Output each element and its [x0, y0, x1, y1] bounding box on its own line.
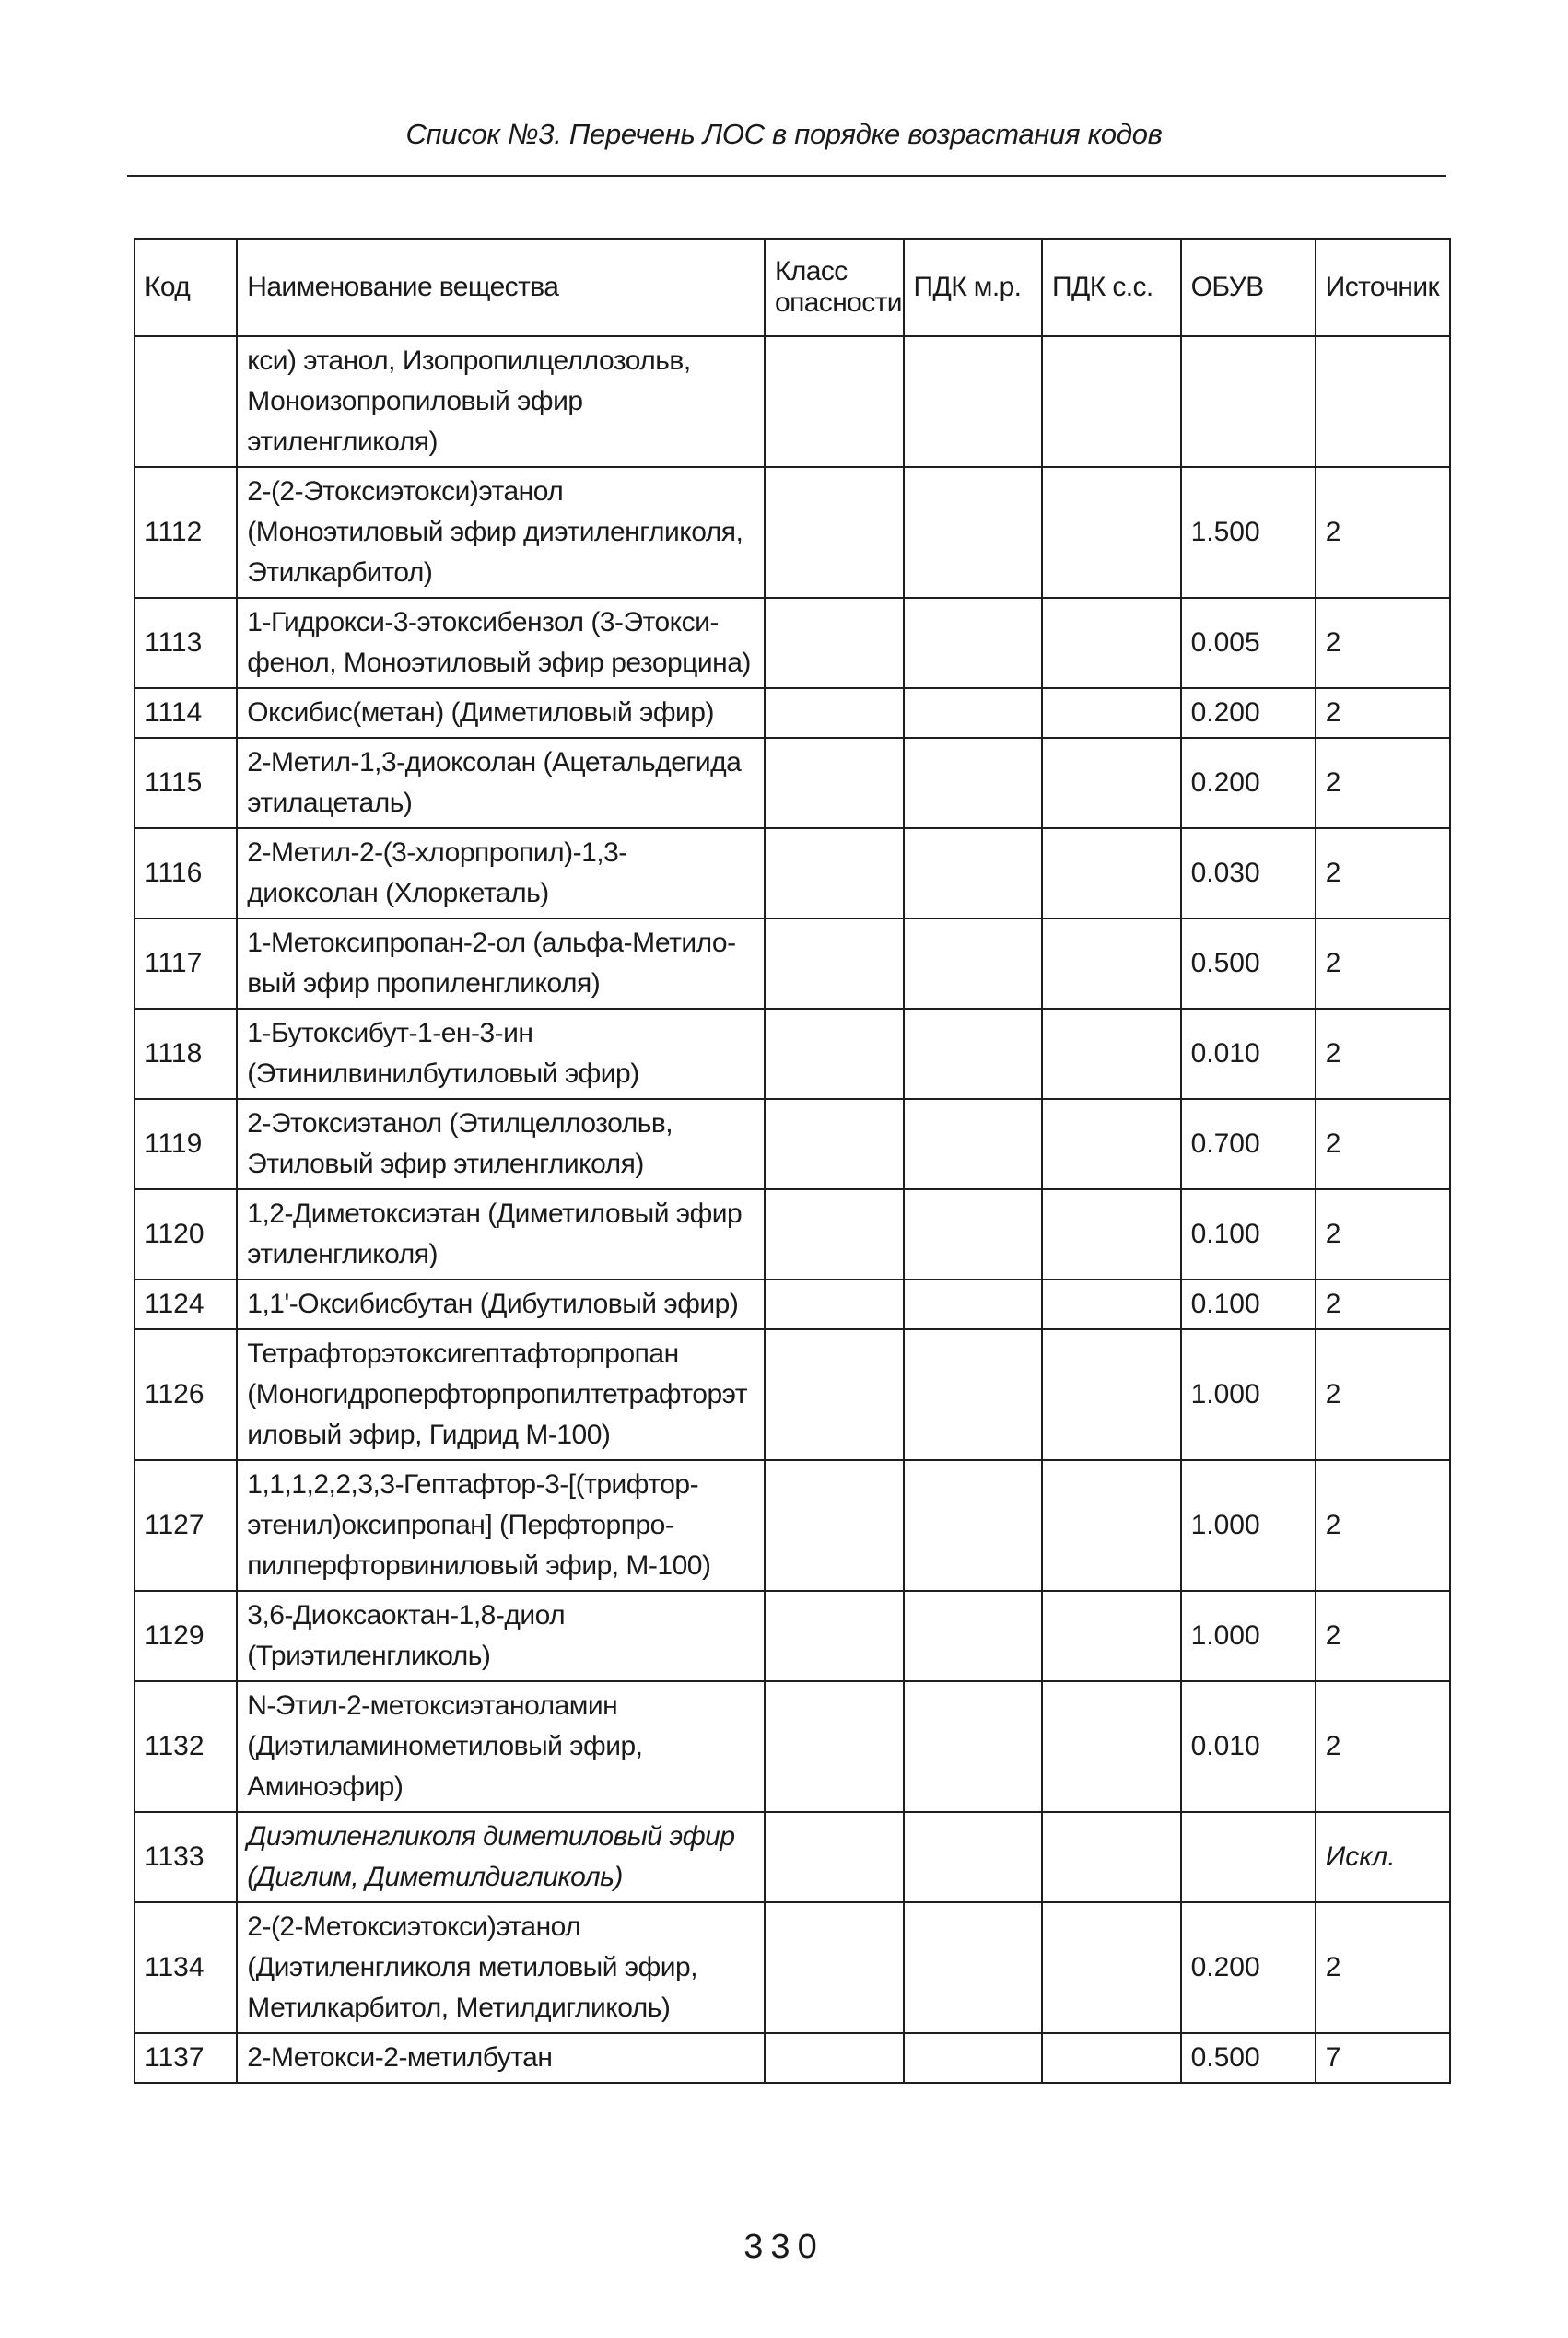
table-body — [135, 336, 1450, 2083]
cell-code: 1114 — [135, 688, 237, 738]
cell-pdk-ss — [1042, 336, 1181, 467]
cell-code: 1127 — [135, 1460, 237, 1591]
table-row — [135, 1812, 1450, 1902]
cell-hazard-class — [765, 598, 904, 688]
cell-obuv: 0.005 — [1181, 598, 1316, 688]
cell-pdk-ss — [1042, 2033, 1181, 2083]
cell-hazard-class — [765, 1902, 904, 2033]
table-row — [135, 1009, 1450, 1099]
table-row — [135, 1280, 1450, 1329]
cell-hazard-class — [765, 1099, 904, 1189]
col-header-obuv: ОБУВ — [1181, 239, 1316, 336]
cell-code: 1116 — [135, 828, 237, 918]
cell-obuv: 0.700 — [1181, 1099, 1316, 1189]
cell-hazard-class — [765, 1591, 904, 1681]
header-row — [135, 239, 1450, 336]
voc-table — [134, 238, 1451, 2084]
cell-source — [1316, 336, 1450, 467]
cell-name: 1,1'-Оксибисбутан (Дибутиловый эфир) — [237, 1280, 765, 1329]
cell-hazard-class — [765, 1280, 904, 1329]
cell-pdk-mr — [904, 1280, 1043, 1329]
cell-name: 3,6-Диоксаоктан-1,8-диол (Триэтиленгликоль) — [237, 1591, 765, 1681]
cell-pdk-ss — [1042, 1329, 1181, 1460]
cell-hazard-class — [765, 1189, 904, 1280]
cell-code: 1132 — [135, 1681, 237, 1812]
table-row — [135, 1681, 1450, 1812]
cell-name: 1,1,1,2,2,3,3-Гептафтор-3-[(трифтор-этенил)оксипропан] (Перфторпро-пилперфторвиниловый эфир, М-100) — [237, 1460, 765, 1591]
cell-pdk-ss — [1042, 1280, 1181, 1329]
cell-pdk-ss — [1042, 1460, 1181, 1591]
cell-obuv: 1.000 — [1181, 1591, 1316, 1681]
col-header-code: Код — [135, 239, 237, 336]
cell-pdk-mr — [904, 2033, 1043, 2083]
cell-pdk-mr — [904, 467, 1043, 598]
cell-hazard-class — [765, 1812, 904, 1902]
cell-source: 2 — [1316, 1460, 1450, 1591]
cell-pdk-mr — [904, 1329, 1043, 1460]
cell-obuv: 1.000 — [1181, 1460, 1316, 1591]
cell-hazard-class — [765, 1460, 904, 1591]
col-header-pdk-ss: ПДК с.с. — [1042, 239, 1181, 336]
table-row — [135, 598, 1450, 688]
cell-pdk-mr — [904, 688, 1043, 738]
cell-pdk-ss — [1042, 918, 1181, 1009]
cell-pdk-ss — [1042, 1902, 1181, 2033]
cell-source: 2 — [1316, 1591, 1450, 1681]
cell-name: 1-Бутоксибут-1-ен-3-ин (Этинилвинилбутиловый эфир) — [237, 1009, 765, 1099]
table-row — [135, 918, 1450, 1009]
cell-obuv: 0.010 — [1181, 1009, 1316, 1099]
cell-code: 1129 — [135, 1591, 237, 1681]
cell-name: 2-Метил-1,3-диоксолан (Ацетальдегида этилацеталь) — [237, 738, 765, 828]
cell-obuv: 0.500 — [1181, 2033, 1316, 2083]
col-header-source: Источник — [1316, 239, 1450, 336]
running-head: Список №3. Перечень ЛОС в порядке возрастания кодов — [405, 118, 1163, 150]
cell-source: 7 — [1316, 2033, 1450, 2083]
table-row — [135, 336, 1450, 467]
cell-name: 2-Метокси-2-метилбутан — [237, 2033, 765, 2083]
cell-name: кси) этанол, Изопропилцеллозольв, Моноизопропиловый эфир этиленгликоля) — [237, 336, 765, 467]
cell-obuv: 0.100 — [1181, 1189, 1316, 1280]
cell-pdk-mr — [904, 598, 1043, 688]
cell-code: 1119 — [135, 1099, 237, 1189]
cell-name: Тетрафторэтоксигептафторпропан (Моногидроперфторпропилтетрафторэт иловый эфир, Гидрид М-100) — [237, 1329, 765, 1460]
cell-obuv: 0.030 — [1181, 828, 1316, 918]
cell-pdk-ss — [1042, 688, 1181, 738]
cell-pdk-ss — [1042, 467, 1181, 598]
cell-source: 2 — [1316, 1009, 1450, 1099]
cell-code — [135, 336, 237, 467]
cell-pdk-ss — [1042, 1099, 1181, 1189]
cell-source: Искл. — [1316, 1812, 1450, 1902]
table-row — [135, 1902, 1450, 2033]
cell-pdk-mr — [904, 336, 1043, 467]
cell-pdk-mr — [904, 1681, 1043, 1812]
table-row — [135, 688, 1450, 738]
page-number: 330 — [743, 2227, 825, 2266]
cell-code: 1126 — [135, 1329, 237, 1460]
cell-source: 2 — [1316, 1681, 1450, 1812]
cell-code: 1118 — [135, 1009, 237, 1099]
header-rule — [127, 175, 1446, 177]
cell-source: 2 — [1316, 688, 1450, 738]
cell-obuv — [1181, 1812, 1316, 1902]
cell-pdk-ss — [1042, 1812, 1181, 1902]
cell-obuv: 0.200 — [1181, 1902, 1316, 2033]
cell-code: 1120 — [135, 1189, 237, 1280]
cell-code: 1113 — [135, 598, 237, 688]
col-header-pdk-mr: ПДК м.р. — [904, 239, 1043, 336]
table-row — [135, 2033, 1450, 2083]
cell-hazard-class — [765, 828, 904, 918]
cell-hazard-class — [765, 1329, 904, 1460]
cell-pdk-mr — [904, 918, 1043, 1009]
cell-obuv: 1.000 — [1181, 1329, 1316, 1460]
table-row — [135, 1329, 1450, 1460]
cell-source: 2 — [1316, 738, 1450, 828]
cell-obuv: 0.010 — [1181, 1681, 1316, 1812]
cell-pdk-mr — [904, 738, 1043, 828]
col-header-name: Наименование вещества — [237, 239, 765, 336]
cell-obuv: 0.200 — [1181, 738, 1316, 828]
table-row — [135, 1189, 1450, 1280]
cell-hazard-class — [765, 1009, 904, 1099]
cell-name: Оксибис(метан) (Диметиловый эфир) — [237, 688, 765, 738]
cell-pdk-mr — [904, 1460, 1043, 1591]
cell-code: 1133 — [135, 1812, 237, 1902]
cell-source: 2 — [1316, 1189, 1450, 1280]
cell-name: Диэтиленгликоля диметиловый эфир (Диглим, Диметилдигликоль) — [237, 1812, 765, 1902]
cell-name: 1,2-Диметоксиэтан (Диметиловый эфир этиленгликоля) — [237, 1189, 765, 1280]
cell-name: 2-(2-Метоксиэтокси)этанол (Диэтиленгликоля метиловый эфир, Метилкарбитол, Метилдигликоль) — [237, 1902, 765, 2033]
cell-name: 1-Метоксипропан-2-ол (альфа-Метило-вый эфир пропиленгликоля) — [237, 918, 765, 1009]
table-row — [135, 738, 1450, 828]
cell-name: 2-(2-Этоксиэтокси)этанол (Моноэтиловый эфир диэтиленгликоля, Этилкарбитол) — [237, 467, 765, 598]
cell-obuv: 0.200 — [1181, 688, 1316, 738]
cell-source: 2 — [1316, 1280, 1450, 1329]
cell-hazard-class — [765, 1681, 904, 1812]
cell-obuv: 1.500 — [1181, 467, 1316, 598]
cell-obuv: 0.100 — [1181, 1280, 1316, 1329]
table-row — [135, 1099, 1450, 1189]
cell-hazard-class — [765, 738, 904, 828]
cell-hazard-class — [765, 2033, 904, 2083]
cell-pdk-ss — [1042, 828, 1181, 918]
cell-code: 1117 — [135, 918, 237, 1009]
cell-pdk-ss — [1042, 1681, 1181, 1812]
cell-pdk-ss — [1042, 738, 1181, 828]
cell-code: 1124 — [135, 1280, 237, 1329]
table-row — [135, 467, 1450, 598]
table-row — [135, 828, 1450, 918]
cell-pdk-mr — [904, 1812, 1043, 1902]
cell-hazard-class — [765, 467, 904, 598]
table-row — [135, 1460, 1450, 1591]
cell-obuv: 0.500 — [1181, 918, 1316, 1009]
cell-source: 2 — [1316, 1099, 1450, 1189]
cell-code: 1134 — [135, 1902, 237, 2033]
cell-obuv — [1181, 336, 1316, 467]
cell-pdk-mr — [904, 1902, 1043, 2033]
cell-hazard-class — [765, 918, 904, 1009]
cell-source: 2 — [1316, 1902, 1450, 2033]
cell-name: 2-Метил-2-(3-хлорпропил)-1,3-диоксолан (Хлоркеталь) — [237, 828, 765, 918]
cell-source: 2 — [1316, 1329, 1450, 1460]
cell-hazard-class — [765, 336, 904, 467]
cell-code: 1115 — [135, 738, 237, 828]
cell-hazard-class — [765, 688, 904, 738]
cell-name: 1-Гидрокси-3-этоксибензол (3-Этокси-фенол, Моноэтиловый эфир резорцина) — [237, 598, 765, 688]
cell-pdk-ss — [1042, 1591, 1181, 1681]
cell-name: 2-Этоксиэтанол (Этилцеллозольв, Этиловый эфир этиленгликоля) — [237, 1099, 765, 1189]
cell-pdk-mr — [904, 1099, 1043, 1189]
cell-source: 2 — [1316, 828, 1450, 918]
cell-name: N-Этил-2-метоксиэтаноламин (Диэтиламинометиловый эфир, Аминоэфир) — [237, 1681, 765, 1812]
cell-pdk-mr — [904, 1591, 1043, 1681]
cell-pdk-mr — [904, 828, 1043, 918]
cell-pdk-mr — [904, 1009, 1043, 1099]
cell-pdk-ss — [1042, 1189, 1181, 1280]
table-header — [135, 239, 1450, 336]
cell-pdk-mr — [904, 1189, 1043, 1280]
cell-pdk-ss — [1042, 598, 1181, 688]
col-header-hazard-class: Класс опасности — [765, 239, 904, 336]
cell-source: 2 — [1316, 918, 1450, 1009]
cell-code: 1112 — [135, 467, 237, 598]
cell-pdk-ss — [1042, 1009, 1181, 1099]
table-row — [135, 1591, 1450, 1681]
cell-source: 2 — [1316, 467, 1450, 598]
cell-code: 1137 — [135, 2033, 237, 2083]
cell-source: 2 — [1316, 598, 1450, 688]
